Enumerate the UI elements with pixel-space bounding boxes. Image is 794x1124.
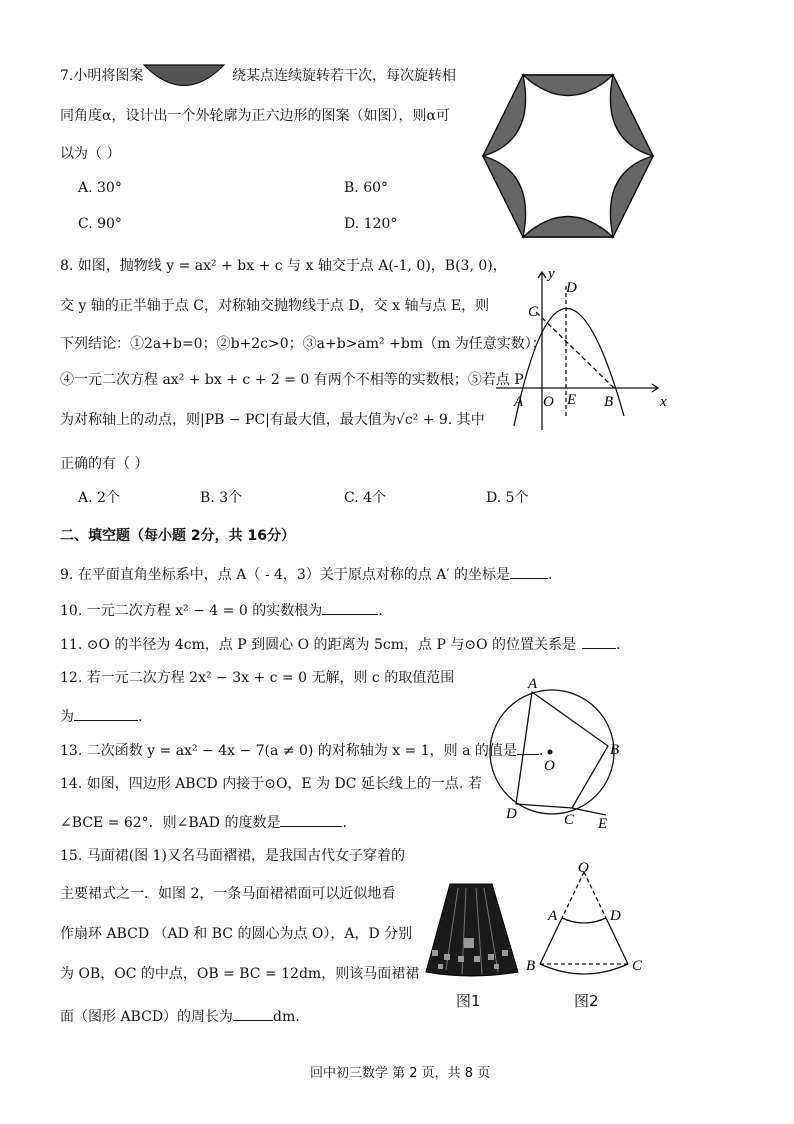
q15-label-b: B: [526, 958, 536, 974]
q8-label-b: B: [604, 394, 614, 410]
q15-sector-figure: [520, 860, 654, 984]
q14-label-a: A: [528, 676, 538, 692]
q14-answer-blank[interactable]: [280, 812, 342, 827]
q14-label-e: E: [598, 816, 608, 830]
q7-hexagon-figure: [478, 70, 658, 242]
q10-answer-blank[interactable]: [322, 600, 378, 615]
q14-label-o: O: [544, 758, 555, 774]
q9-question: [60, 564, 552, 584]
q11-question: [60, 634, 620, 654]
q8-line2: 交 y 轴的正半轴于点 C，对称轴交抛物线于点 D，交 x 轴与点 E，则: [60, 298, 490, 314]
q15-label-c: C: [632, 958, 643, 974]
q14-line2-wrap: [60, 812, 347, 832]
q15-line5-prefix: 面（图形 ABCD）的周长为: [60, 1009, 234, 1025]
q7-option-c: C. 90°: [78, 216, 122, 232]
q15-label-d: D: [610, 908, 621, 924]
q14-line1: 14. 如图，四边形 ABCD 内接于⊙O，E 为 DC 延长线上的一点. 若: [60, 776, 482, 792]
q8-line1: 8. 如图，抛物线 y = ax² + bx + c 与 x 轴交于点 A(-1, 0)，B(3, 0)，: [60, 258, 507, 274]
q7-line2: 同角度α，设计出一个外轮廓为正六边形的图案（如图），则α可: [60, 108, 450, 124]
q10-text: 10. 一元二次方程 x² − 4 = 0 的实数根为: [60, 603, 323, 619]
q10-question: [60, 600, 383, 620]
q13-text: 13. 二次函数 y = ax² − 4x − 7(a ≠ 0) 的对称轴为 x = 1，则 a 的值是: [60, 743, 517, 759]
q9-answer-blank[interactable]: [510, 564, 548, 579]
q12-line2-wrap: [60, 706, 142, 726]
q15-line1: 15. 马面裙(图 1)又名马面褶裙，是我国古代女子穿着的: [60, 848, 405, 864]
q15-fig1-caption: 图1: [456, 992, 481, 1010]
q14-label-b: B: [610, 742, 620, 758]
q11-text: 11. ⊙O 的半径为 4cm，点 P 到圆心 O 的距离为 5cm，点 P 与⊙O 的位置关系是: [60, 637, 576, 653]
q9-text: 9. 在平面直角坐标系中，点 A（ - 4，3）关于原点对称的点 A′ 的坐标是: [60, 567, 511, 583]
q14-label-d: D: [506, 806, 517, 822]
q8-line4: ④一元二次方程 ax² + bx + c + 2 = 0 有两个不相等的实数根；⑤若点 P: [60, 372, 524, 388]
q10-end: .: [378, 603, 383, 619]
q8-label-y: y: [548, 266, 555, 282]
q12-end: .: [138, 709, 143, 725]
q8-option-c: C. 4个: [344, 490, 387, 506]
q15-line5-suffix: dm.: [273, 1009, 300, 1025]
q9-end: .: [548, 567, 553, 583]
q12-line2: 为: [60, 709, 74, 725]
q7-option-d: D. 120°: [344, 216, 398, 232]
q7-option-b: B. 60°: [344, 180, 389, 196]
q8-label-o: O: [543, 394, 554, 410]
page-footer: 回中初三数学 第 2 页，共 8 页: [310, 1066, 491, 1081]
q8-line3: 下列结论：①2a+b=0；②b+2c>0；③a+b>am² +bm（m 为任意实数）；: [60, 336, 546, 352]
q15-skirt-image: [424, 880, 520, 980]
q14-center-dot: [548, 750, 553, 755]
q14-end: .: [342, 815, 347, 831]
q8-label-x: x: [660, 394, 667, 410]
q8-option-d: D. 5个: [486, 490, 529, 506]
q8-label-d: D: [566, 280, 577, 296]
q13-end: .: [538, 743, 544, 759]
q8-parabola-figure: [496, 266, 672, 436]
q11-answer-blank[interactable]: [582, 634, 616, 649]
q8-line6: 正确的有（ ）: [60, 456, 149, 472]
q8-line5: 为对称轴上的动点，则|PB − PC|有最大值，最大值为√c² + 9. 其中: [60, 412, 485, 428]
q8-option-b: B. 3个: [200, 490, 243, 506]
q7-line3: 以为（ ）: [60, 146, 121, 162]
q15-label-a: A: [548, 908, 558, 924]
q15-line3: 作扇环 ABCD （AD 和 BC 的圆心为点 O），A，D 分别: [60, 926, 413, 942]
q12-line1: 12. 若一元二次方程 2x² − 3x + c = 0 无解，则 c 的取值范围: [60, 670, 455, 686]
q8-label-c: C: [528, 304, 539, 320]
q8-label-e: E: [567, 392, 577, 408]
q7-option-a: A. 30°: [78, 180, 122, 196]
q11-end: .: [616, 637, 621, 653]
q12-answer-blank[interactable]: [74, 706, 138, 721]
q14-line2: ∠BCE = 62°．则∠BAD 的度数是: [60, 815, 281, 831]
q13-question: [60, 740, 543, 760]
q7-line1-prefix: 7.小明将图案: [60, 68, 144, 84]
q7-line1-suffix: 绕某点连续旋转若干次，每次旋转相: [232, 68, 456, 84]
q15-fig2-caption: 图2: [574, 992, 599, 1010]
q8-label-a: A: [514, 394, 524, 410]
q14-circle-figure: [488, 670, 628, 830]
q15-label-o: O: [578, 860, 589, 876]
q15-line2: 主要裙式之一．如图 2，一条马面裙裙面可以近似地看: [60, 886, 396, 902]
q14-label-c: C: [564, 812, 575, 828]
q15-answer-blank[interactable]: [233, 1006, 273, 1021]
q7-pattern-icon: [142, 62, 226, 88]
q15-line5-wrap: [60, 1006, 300, 1026]
q8-option-a: A. 2个: [78, 490, 120, 506]
section-title: 二、填空题（每小题 2分，共 16分）: [60, 528, 295, 544]
q15-line4: 为 OB，OC 的中点，OB = BC = 12dm，则该马面裙裙: [60, 966, 420, 982]
